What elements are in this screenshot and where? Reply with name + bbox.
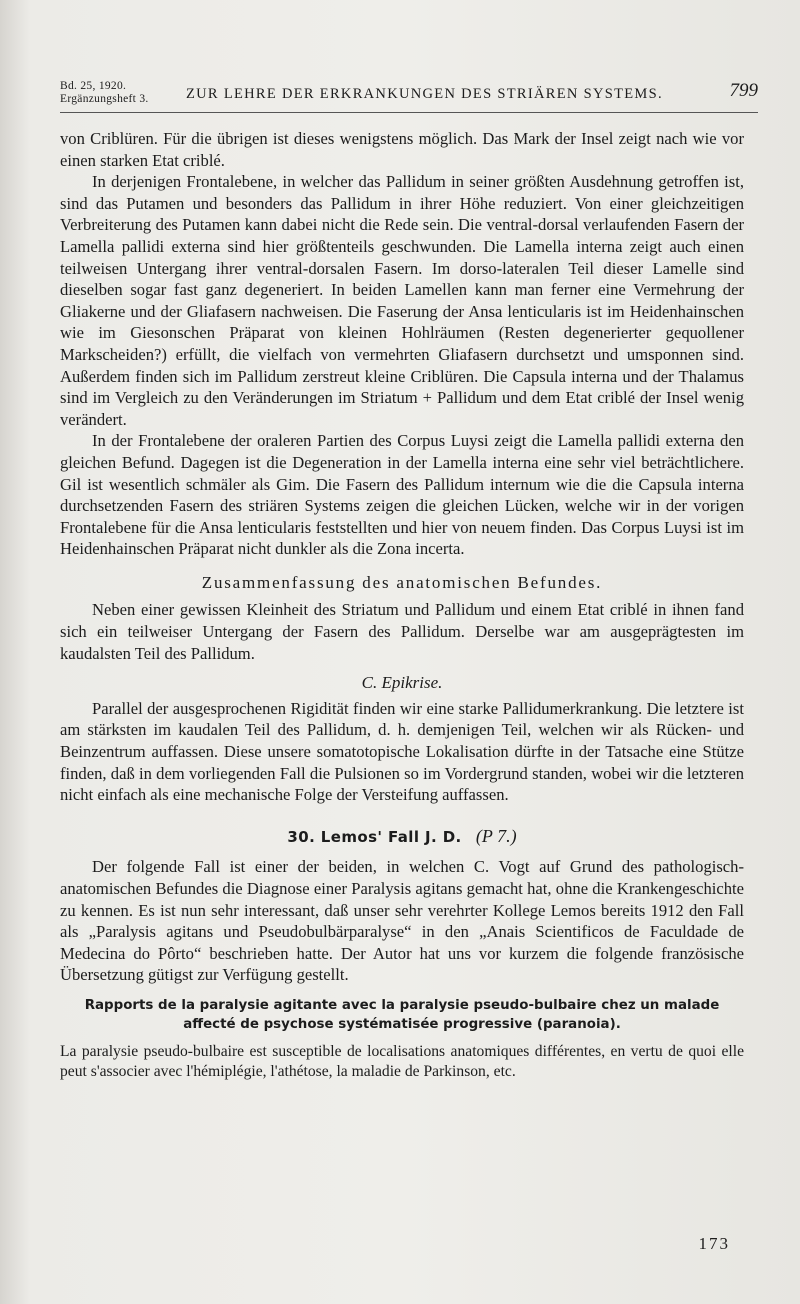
paragraph: In der Frontalebene der oraleren Partien des Corpus Luysi zeigt die Lamella pallidi externa den gleichen Befund. Dagegen ist die Degeneration in der Lamella interna eine sehr viel beträchtlichere. Gil ist wesentlich schmäler als Gim. Die Fasern des Pallidum internum wie die die Capsula interna durchsetzenden Fasern des striären Systems zeigen die gleichen Lücken, welche wir in der vorigen Frontalebene für die Ansa lenticularis feststellten und hier von neuem finden. Das Corpus Luysi ist im Heidenhainschen Präparat nicht dunkler als die Zona incerta. [60,431,744,559]
paragraph: La paralysie pseudo-bulbaire est susceptible de localisations anatomiques différentes, en vertu de quoi elle peut s'associer avec l'hémiplégie, l'athétose, la maladie de Parkinson, etc. [60,1042,744,1080]
paragraph: In derjenigen Frontalebene, in welcher das Pallidum in seiner größten Ausdehnung getroffen ist, sind das Putamen und besonders das Pallidum in ihrer Höhe reduziert. Von einer gleichzeitigen Verbreiterung des Putamen kann dabei nicht die Rede sein. Die ventral-dorsal verlaufenden Fasern der Lamella pallidi externa sind hier größtenteils geschwunden. Die Lamella interna zeigt auch einen teilweisen Untergang ihrer ventral-dorsalen Fasern. Im dorso-lateralen Teil dieser Lamelle sind dieselben sogar fast ganz degeneriert. In beiden Lamellen kann man ferner eine Vermehrung der Gliakerne und der Gliafasern nachweisen. Die Faserung der Ansa lenticularis ist im Heidenhainschen wie im Giesonschen Präparat von kleinen Hohlräumen (Resten degenerierter gequollener Markscheiden?) erfüllt, die vielfach von vermehrten Gliafasern durchsetzt und umsponnen sind. Außerdem finden sich im Pallidum zerstreut kleine Criblüren. Die Capsula interna und der Thalamus sind im Vergleich zu den Veränderungen im Striatum + Pallidum und dem Etat criblé der Insel wenig verändert. [60,172,744,429]
paragraph: Neben einer gewissen Kleinheit des Striatum und Pallidum und einem Etat criblé in ihnen fand sich ein teilweiser Untergang der Fasern des Pallidum. Derselbe war am ausgeprägtesten im kaudalsten Teil des Pallidum. [60,600,744,663]
section-heading: C. Epikrise. [361,673,443,693]
volume-info [60,80,149,106]
french-heading: Rapports de la paralysie agitante avec la paralysie pseudo-bulbaire chez un malade affecté de psychose systématisée progressive (paranoia). [84,997,720,1032]
paragraph: Der folgende Fall ist einer der beiden, in welchen C. Vogt auf Grund des pathologisch-anatomischen Befundes die Diagnose einer Paralysis agitans gemacht hat, ohne die Krankengeschichte zu kennen. Es ist nun sehr interessant, daß unser sehr verehrter Kollege Lemos bereits 1912 den Fall als „Paralysis agitans und Pseudobulbärparalyse“ in den „Anais Scientificos de Faculdade de Medecina do Pôrto“ beschrieben hatte. Der Autor hat uns vor kurzem die folgende französische Übersetzung gütigst zur Verfügung gestellt. [60,857,744,985]
paragraph: von Criblüren. Für die übrigen ist dieses wenigstens möglich. Das Mark der Insel zeigt nach wie vor einen starken Etat criblé. [60,129,744,170]
page-number: 799 [729,80,758,101]
case-note: (P 7.) [475,825,517,846]
case-title: 30. Lemos' Fall J. D. [287,827,462,846]
case-heading [60,826,744,849]
paragraph: Parallel der ausgesprochenen Rigidität finden wir eine starke Pallidumerkrankung. Die letztere ist am stärksten im kaudalen Teil des Pallidum, d. h. demjenigen Teil, welchen wir als Rücken- und Beinzentrum auffassen. Diese unsere somatotopische Lokalisation dürfte in der Tatsache eine Stütze finden, daß in dem vorliegenden Fall die Pulsionen so im Vordergrund standen, wobei wir die letzteren nicht einfach als eine mechanische Folge der Versteifung auffassen. [60,698,744,805]
section-heading: Zusammenfassung des anatomischen Befundes. [201,572,603,592]
signature-mark: 173 [698,1234,730,1253]
running-header [60,78,758,113]
article-body [60,128,744,1082]
supplement-line: Ergänzungsheft 3. [60,93,149,105]
running-title: ZUR LEHRE DER ERKRANKUNGEN DES STRIÄREN SYSTEMS. [186,86,663,102]
volume-line: Bd. 25, 1920. [60,80,127,92]
